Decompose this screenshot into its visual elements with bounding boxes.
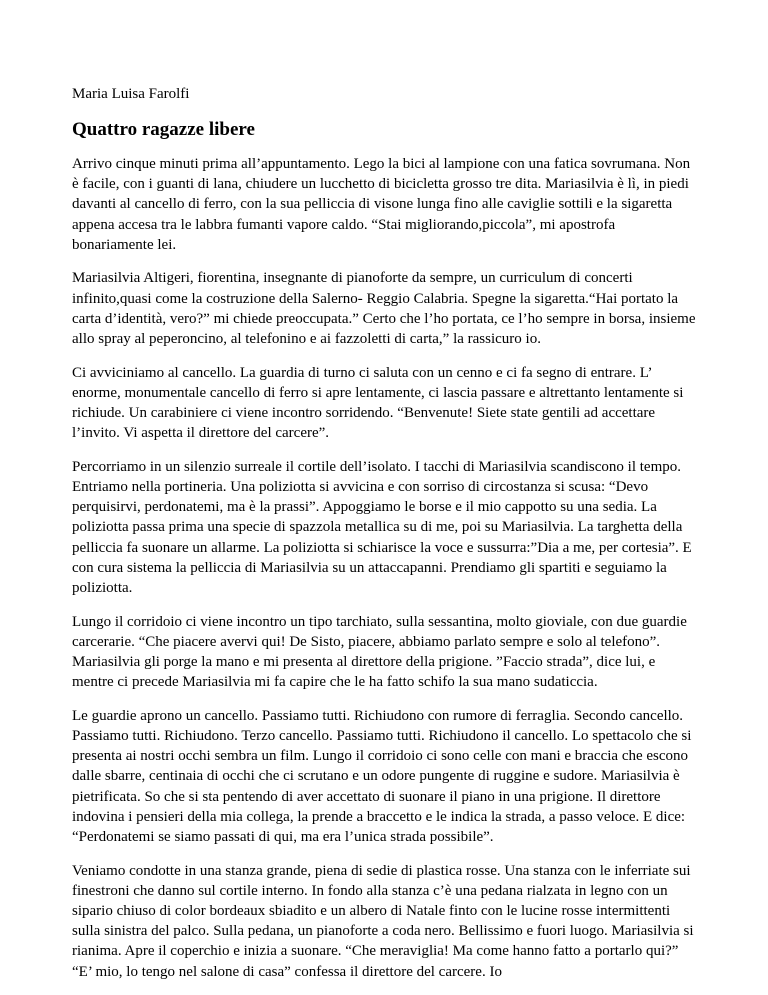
paragraph-4: Percorriamo in un silenzio surreale il cortile dell’isolato. I tacchi di Mariasilvia scandiscono il tempo. Entriamo nella portineria. Una poliziotta si avvicina e con sorriso di circostanza si scusa: “Devo perquisirvi, perdonatemi, ma è la prassi”. Appoggiamo le borse e il mio cappotto su una sedia. La poliziotta passa prima una specie di spazzola metallica su di me, poi su Mariasilvia. La targhetta della pelliccia fa suonare un allarme. La poliziotta si schiarisce la voce e sussurra:”Dia a me, per cortesia”. E con cura sistema la pelliccia di Mariasilvia su un attaccapanni. Prendiamo gli spartiti e seguiamo la poliziotta. <box>72 458 692 597</box>
paragraph-3: Ci avviciniamo al cancello. La guardia di turno ci saluta con un cenno e ci fa segno di entrare. L’ enorme, monumentale cancello di ferro si apre lentamente, ci lascia passare e altrettanto lentamente si richiude. Un carabiniere ci viene incontro sorridendo. “Benvenute! Siete state gentili ad accettare l’invito. Vi aspetta il direttore del carcere”. <box>72 364 684 442</box>
paragraph-1: Arrivo cinque minuti prima all’appuntamento. Lego la bici al lampione con una fatica sovrumana. Non è facile, con i guanti di lana, chiudere un lucchetto di bicicletta grosso tre dita. Mariasilvia è lì, in piedi davanti al cancello di ferro, con la sua pelliccia di visone lunga fino alle caviglie sottili e la sigaretta appena accesa tra le labbra fumanti vapore caldo. “Stai migliorando,piccola”, mi apostrofa bonariamente lei. <box>72 156 691 253</box>
document-page <box>72 84 698 995</box>
story-title: Quattro ragazze libere <box>72 119 255 140</box>
paragraph-6: Le guardie aprono un cancello. Passiamo tutti. Richiudono con rumore di ferraglia. Secondo cancello. Passiamo tutti. Richiudono. Terzo cancello. Passiamo tutti. Richiudono il cancello. Lo spettacolo che si presenta ai nostri occhi sembra un film. Lungo il corridoio ci sono celle con mani e braccia che escono dalle sbarre, centinaia di occhi che ci scrutano e un odore pungente di ruggine e sudore. Mariasilvia è pietrificata. So che si sta pentendo di aver accettato di suonare il piano in una prigione. Il direttore indovina i pensieri della mia collega, la prende a braccetto e le indica la strada, a passo veloce. E dice: “Perdonatemi se siamo passati di qui, ma era l’unica strada possibile”. <box>72 707 692 846</box>
paragraph-7: Veniamo condotte in una stanza grande, piena di sedie di plastica rosse. Una stanza con le inferriate sui finestroni che danno sul cortile interno. In fondo alla stanza c’è una pedana rialzata in legno con un sipario chiuso di color bordeaux sbiadito e un albero di Natale finto con le lucine rosse intermittenti sulla sinistra del palco. Sulla pedana, un pianoforte a coda nero. Bellissimo e fuori luogo. Mariasilvia si rianima. Apre il coperchio e inizia a suonare. “Che meraviglia! Ma come hanno fatto a portarlo qui?” “E’ mio, lo tengo nel salone di casa” confessa il direttore del carcere. Io <box>72 862 694 980</box>
paragraph-5: Lungo il corridoio ci viene incontro un tipo tarchiato, sulla sessantina, molto gioviale, con due guardie carcerarie. “Che piacere avervi qui! De Sisto, piacere, abbiamo parlato sempre e solo al telefono”. Mariasilvia gli porge la mano e mi presenta al direttore della prigione. ”Faccio strada”, dice lui, e mentre ci precede Mariasilvia mi fa capire che le ha fatto schifo la sua mano sudaticcia. <box>72 613 687 691</box>
author-name: Maria Luisa Farolfi <box>72 86 190 102</box>
paragraph-2: Mariasilvia Altigeri, fiorentina, insegnante di pianoforte da sempre, un curriculum di concerti infinito,quasi come la costruzione della Salerno- Reggio Calabria. Spegne la sigaretta.“Hai portato la carta d’identità, vero?” mi chiede preoccupata.” Certo che l’ho portata, ce l’ho sempre in borsa, insieme allo spray al peperoncino, al telefonino e ai fazzoletti di carta,” la rassicuro io. <box>72 270 696 348</box>
